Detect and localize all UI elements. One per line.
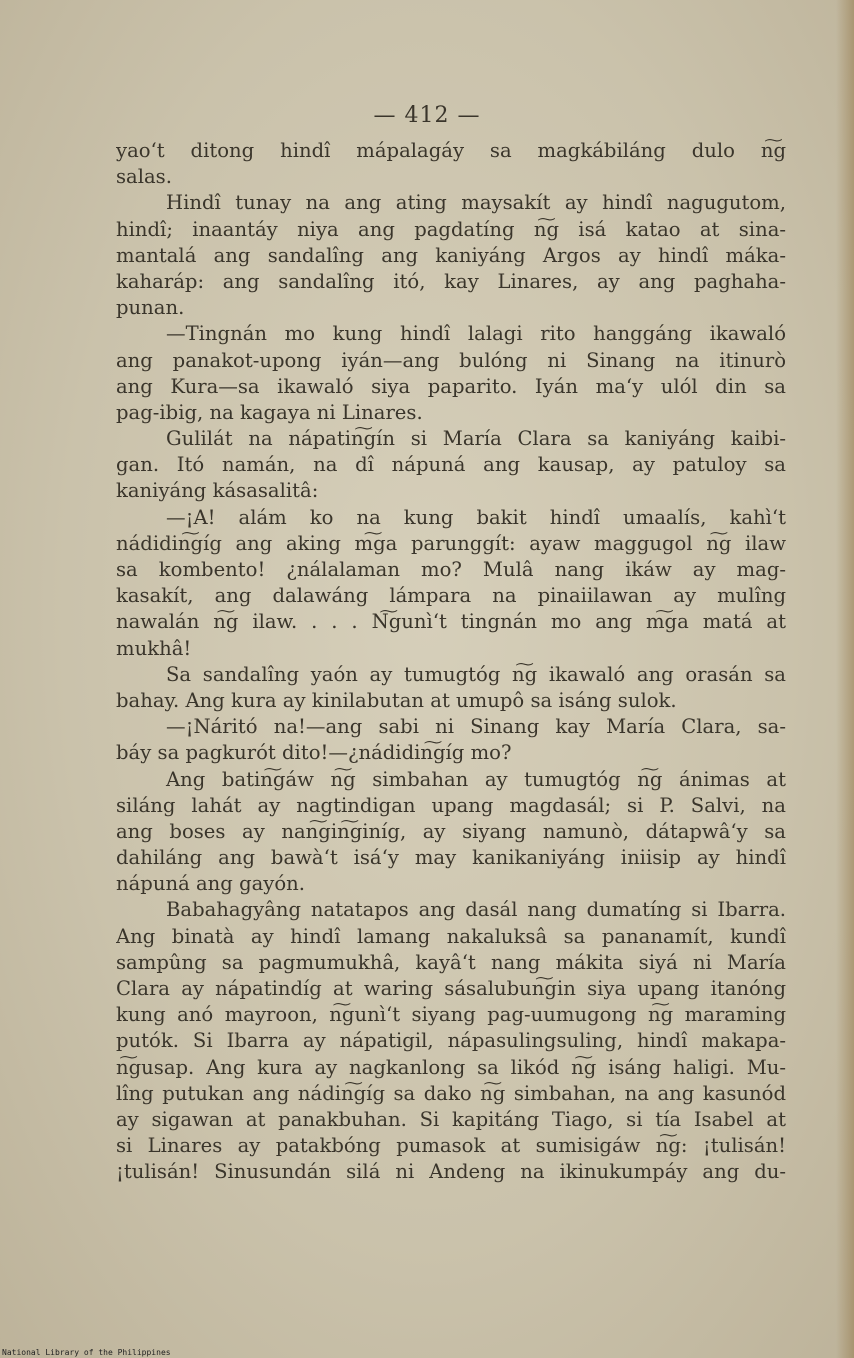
text-line: Hindî tunay na ang ating maysakít ay hindî nagugutom,: [166, 191, 786, 215]
text-line: Clara ay nápatindíg at waring sásalubun͠gin siya upang itanóng: [116, 977, 786, 1000]
footer-credit: National Library of the Philippines: [2, 1348, 171, 1357]
text-line: Gulilát na nápatin͠gín si María Clara sa kaniyáng kaibi-: [166, 427, 786, 451]
text-line: mukhâ!: [116, 636, 192, 660]
page-number: — 412 —: [373, 103, 481, 128]
text-line: lîng putukan ang nádin͠gíg sa dako n͠g simbahan, na ang kasunód: [116, 1081, 786, 1105]
text-line: putók. Si Ibarra ay nápatigil, nápasulingsuling, hindî makapa-: [116, 1029, 786, 1053]
text-line: —¡Náritó na!—ang sabi ni Sinang kay María Clara, sa-: [166, 715, 786, 739]
text-line: Ang batin͠gáw n͠g simbahan ay tumugtóg n͠g ánimas at: [166, 767, 786, 791]
text-line: siláng lahát ay nagtindigan upang magdasál; si P. Salvi, na: [116, 793, 786, 817]
text-line: sa kombento! ¿nálalaman mo? Mulâ nang ikáw ay mag-: [116, 558, 786, 581]
text-line: ang panakot-upong iyán—ang bulóng ni Sinang na itinurò: [116, 348, 786, 372]
text-line: yao‘t ditong hindî mápalagáy sa magkábiláng dulo n͠g: [116, 139, 786, 162]
text-line: dahiláng ang bawà‘t isá‘y may kanikaniyáng iniisip ay hindî: [116, 846, 786, 870]
text-line: punan.: [116, 296, 185, 320]
text-line: gan. Itó namán, na dî nápuná ang kausap, ay patuloy sa: [116, 453, 786, 477]
text-line: ang boses ay nan͠gin͠giníg, ay siyang namunò, dátapwâ‘y sa: [116, 819, 786, 843]
text-line: kung anó mayroon, n͠gunì‘t siyang pag-uumugong n͠g maraming: [116, 1003, 786, 1027]
text-line: mantalá ang sandalîng ang kaniyáng Argos ay hindî máka-: [116, 243, 786, 267]
page-edge-shadow: [836, 0, 854, 1358]
text-line: kasakít, ang dalawáng lámpara na pinaiilawan ay mulîng: [116, 584, 786, 608]
text-line: si Linares ay patakbóng pumasok at sumisigáw n͠g: ¡tulisán!: [116, 1134, 786, 1158]
text-line: n͠gusap. Ang kura ay nagkanlong sa likód n͠g isáng haligi. Mu-: [116, 1055, 786, 1079]
text-line: sampûng sa pagmumukhâ, kayâ‘t nang mákita siyá ni María: [116, 950, 786, 974]
text-line: ¡tulisán! Sinusundán silá ni Andeng na ikinukumpáy ang du-: [116, 1160, 786, 1184]
text-line: nápuná ang gayón.: [116, 872, 306, 896]
text-line: hindî; inaantáy niya ang pagdatíng n͠g isá katao at sina-: [116, 217, 786, 241]
text-line: báy sa pagkurót dito!—¿nádidin͠gíg mo?: [116, 741, 512, 765]
text-line: nawalán n͠g ilaw. . . . N͠gunì‘t tingnán mo ang m͠ga matá at: [116, 610, 786, 634]
text-line: Babahagyâng natatapos ang dasál nang dumatíng si Ibarra.: [166, 898, 786, 922]
text-line: kaniyáng kásasalitâ:: [116, 479, 319, 503]
text-line: bahay. Ang kura ay kinilabutan at umupô sa isáng sulok.: [116, 688, 677, 712]
text-line: Sa sandalîng yaón ay tumugtóg n͠g ikawaló ang orasán sa: [166, 662, 786, 686]
text-line: ang Kura—sa ikawaló siya paparito. Iyán ma‘y ulól din sa: [116, 374, 786, 398]
text-line: kaharáp: ang sandalîng itó, kay Linares, ay ang paghaha-: [116, 269, 786, 293]
text-line: pag-ibig, na kagaya ni Linares.: [116, 400, 423, 424]
text-line: —¡A! alám ko na kung bakit hindî umaalís, kahì‘t: [166, 505, 786, 529]
text-line: ay sigawan at panakbuhan. Si kapitáng Tiago, si tía Isabel at: [116, 1107, 786, 1131]
text-line: —Tingnán mo kung hindî lalagi rito hanggáng ikawaló: [166, 322, 786, 346]
text-line: salas.: [116, 165, 172, 189]
text-line: Ang binatà ay hindî lamang nakaluksâ sa pananamít, kundî: [116, 924, 786, 948]
body-text: [116, 138, 786, 1186]
text-line: nádidin͠gíg ang aking m͠ga parunggít: ayaw maggugol n͠g ilaw: [116, 531, 786, 555]
